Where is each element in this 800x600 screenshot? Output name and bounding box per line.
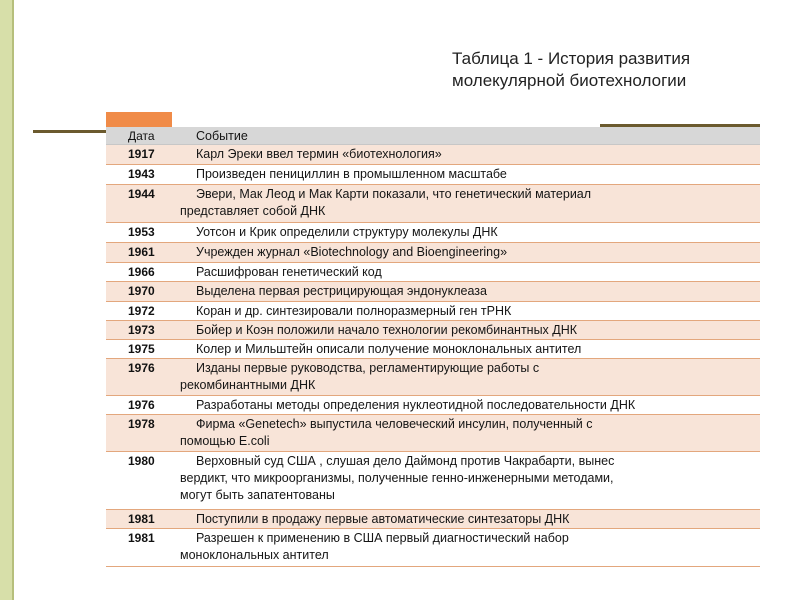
row-event: Бойер и Коэн положили начало технологии рекомбинантных ДНК — [196, 323, 578, 337]
table-row — [106, 510, 760, 529]
left-decor-band — [0, 0, 12, 600]
row-date: 1978 — [128, 417, 155, 431]
table-row — [106, 243, 760, 263]
table-row — [106, 340, 760, 359]
table-row — [106, 145, 760, 165]
row-date: 1976 — [128, 361, 155, 375]
table-row — [106, 263, 760, 282]
row-date: 1953 — [128, 225, 155, 239]
row-date: 1980 — [128, 454, 155, 468]
table-header-row — [106, 127, 760, 145]
slide-title — [452, 48, 772, 92]
row-event-cont: могут быть запатентованы — [180, 488, 335, 502]
history-table — [106, 127, 760, 567]
table-row — [106, 529, 760, 567]
row-date: 1970 — [128, 284, 155, 298]
row-date: 1981 — [128, 531, 155, 545]
header-date: Дата — [128, 129, 155, 143]
row-event: Изданы первые руководства, регламентирующие работы с — [196, 361, 540, 375]
row-event: Карл Эреки ввел термин «биотехнология» — [196, 147, 442, 161]
table-tab-accent — [106, 112, 172, 127]
table-row — [106, 359, 760, 396]
left-decor-line — [12, 0, 14, 600]
row-event: Верховный суд США , слушая дело Даймонд против Чакрабарти, вынес — [196, 454, 615, 468]
row-date: 1981 — [128, 512, 155, 526]
title-line-1: Таблица 1 - История развития — [452, 49, 691, 68]
row-event: Разработаны методы определения нуклеотидной последовательности ДНК — [196, 398, 636, 412]
row-event: Расшифрован генетический код — [196, 265, 382, 279]
row-event: Уотсон и Крик определили структуру молекулы ДНК — [196, 225, 498, 239]
row-event-cont: рекомбинантными ДНК — [180, 378, 316, 392]
row-event: Фирма «Genetech» выпустила человеческий инсулин, полученный с — [196, 417, 593, 431]
table-row — [106, 396, 760, 415]
table-row — [106, 415, 760, 452]
table-row — [106, 321, 760, 340]
row-event: Учрежден журнал «Biotechnology and Bioengineering» — [196, 245, 508, 259]
row-event: Поступили в продажу первые автоматические синтезаторы ДНК — [196, 512, 570, 526]
table-row — [106, 185, 760, 223]
row-event-cont: представляет собой ДНК — [180, 204, 326, 218]
table-row — [106, 165, 760, 185]
row-date: 1973 — [128, 323, 155, 337]
row-event: Эвери, Мак Леод и Мак Карти показали, что генетический материал — [196, 187, 592, 201]
table-row — [106, 282, 760, 302]
row-date: 1972 — [128, 304, 155, 318]
row-date: 1961 — [128, 245, 155, 259]
row-event-cont: вердикт, что микроорганизмы, полученные генно-инженерными методами, — [180, 471, 614, 485]
row-date: 1917 — [128, 147, 155, 161]
row-event: Произведен пенициллин в промышленном масштабе — [196, 167, 507, 181]
row-date: 1966 — [128, 265, 155, 279]
row-date: 1975 — [128, 342, 155, 356]
row-event: Разрешен к применению в США первый диагностический набор — [196, 531, 569, 545]
title-line-2: молекулярной биотехнологии — [452, 71, 687, 90]
row-event: Выделена первая рестрицирующая эндонуклеаза — [196, 284, 487, 298]
table-row — [106, 223, 760, 243]
header-event: Событие — [196, 129, 248, 143]
table-row — [106, 452, 760, 510]
row-event-cont: помощью E.coli — [180, 434, 270, 448]
row-date: 1943 — [128, 167, 155, 181]
table-row — [106, 302, 760, 321]
row-event-cont: моноклональных антител — [180, 548, 329, 562]
row-event: Коран и др. синтезировали полноразмерный ген тРНК — [196, 304, 512, 318]
row-date: 1944 — [128, 187, 155, 201]
row-event: Колер и Мильштейн описали получение моноклональных антител — [196, 342, 582, 356]
row-date: 1976 — [128, 398, 155, 412]
